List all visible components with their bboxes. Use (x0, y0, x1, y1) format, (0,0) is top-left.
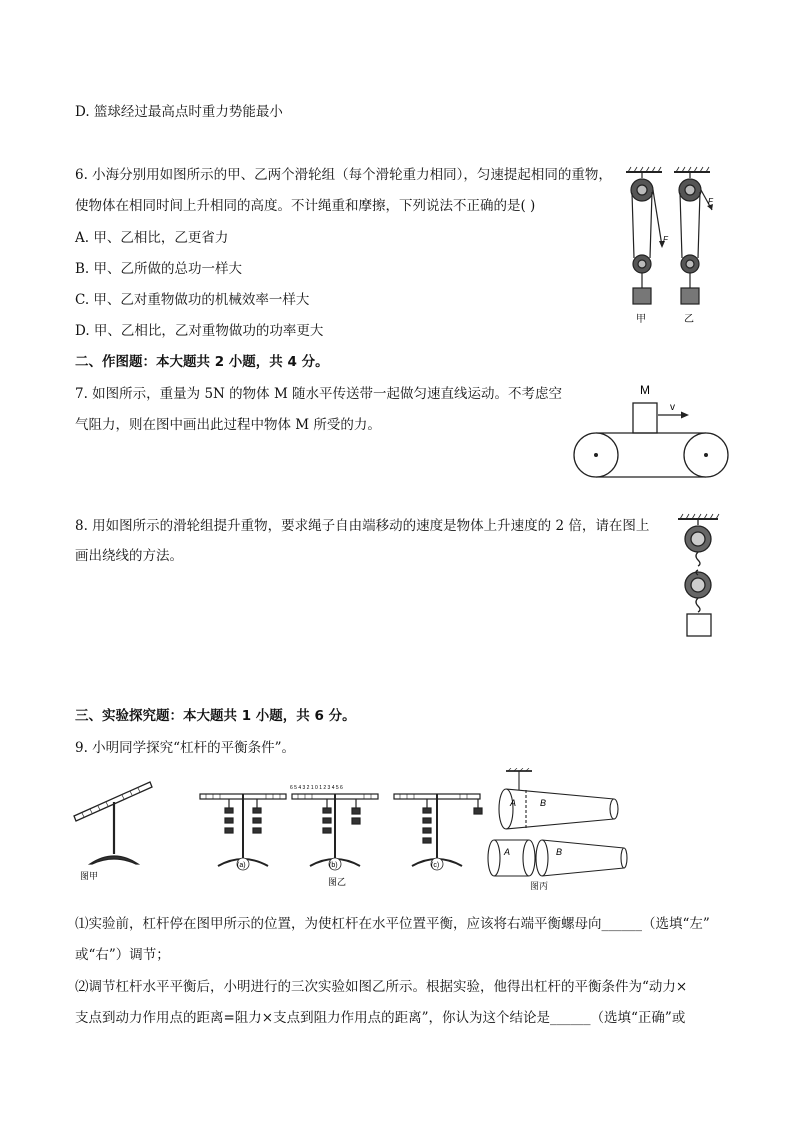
q9-label-B-top: B (540, 798, 547, 808)
q7-conveyor-figure (570, 376, 730, 484)
q6-stem-line2: 使物体在相同时间上升相同的高度。不计绳重和摩擦，下列说法不正确的是( ) (75, 198, 536, 214)
q9-label-A-bottom: A (504, 847, 511, 857)
q8-pulley-figure (674, 513, 724, 641)
q6-label-jia: 甲 (636, 314, 646, 325)
q9-part2-line1: ⑵调节杠杆水平平衡后，小明进行的三次实验如图乙所示。根据实验，他得出杠杆的平衡条件为“动力× (75, 979, 688, 995)
q9-part1-line2: 或“右”）调节； (75, 947, 170, 963)
q6-stem-line1: 6. 小海分别用如图所示的甲、乙两个滑轮组（每个滑轮重力相同），匀速提起相同的重物， (75, 167, 612, 183)
q5-option-d: D. 篮球经过最高点时重力势能最小 (75, 104, 283, 120)
q6-option-b: B. 甲、乙所做的总功一样大 (75, 261, 243, 277)
q7-stem-line2: 气阻力，则在图中画出此过程中物体 M 所受的力。 (75, 417, 381, 433)
q9-label-A-top: A (510, 798, 517, 808)
q9-label-bing: 图丙 (530, 881, 549, 891)
q9-label-a: (a) (237, 862, 246, 869)
q6-option-c: C. 甲、乙对重物做功的机械效率一样大 (75, 292, 310, 308)
q9-log-figure-bing (484, 768, 634, 880)
q9-stem: 9. 小明同学探究“杠杆的平衡条件”。 (75, 740, 295, 756)
q6-option-a: A. 甲、乙相比，乙更省力 (75, 230, 229, 246)
section2-title: 二、作图题：本大题共 2 小题，共 4 分。 (75, 354, 329, 370)
q6-force-label-yi: F (708, 197, 713, 206)
q8-stem-line2: 画出绕线的方法。 (75, 548, 183, 564)
q7-mass-label: M (640, 383, 650, 397)
q9-label-yi: 图乙 (328, 877, 347, 887)
section3-title: 三、实验探究题：本大题共 1 小题，共 6 分。 (75, 708, 356, 724)
q6-label-yi: 乙 (684, 314, 694, 325)
q7-stem-line1: 7. 如图所示，重量为 5N 的物体 M 随水平传送带一起做匀速直线运动。不考虑空 (75, 386, 563, 402)
q6-pulley-figure (622, 166, 718, 326)
q9-label-c: (c) (431, 862, 440, 869)
q8-stem-line1: 8. 用如图所示的滑轮组提升重物，要求绳子自由端移动的速度是物体上升速度的 2 倍，请在图上 (75, 518, 650, 534)
q9-part2-line2: 支点到动力作用点的距离=阻力×支点到阻力作用点的距离”，你认为这个结论是______（选填“正确”或 (75, 1010, 686, 1026)
q9-lever-figure-yi (196, 780, 486, 890)
q9-label-B-bottom: B (556, 847, 563, 857)
q9-scale-label: 6 5 4 3 2 1 0 1 2 3 4 5 6 (290, 785, 343, 791)
q9-label-jia: 图甲 (80, 871, 99, 881)
q6-option-d: D. 甲、乙相比，乙对重物做功的功率更大 (75, 323, 324, 339)
q9-part1-line1: ⑴实验前，杠杆停在图甲所示的位置，为使杠杆在水平位置平衡，应该将右端平衡螺母向______（选填“左” (75, 916, 710, 932)
q7-velocity-label: v (670, 402, 675, 413)
q6-force-label-jia: F (663, 235, 668, 244)
q9-lever-figure-jia (70, 772, 160, 882)
q9-label-b: (b) (329, 862, 338, 869)
